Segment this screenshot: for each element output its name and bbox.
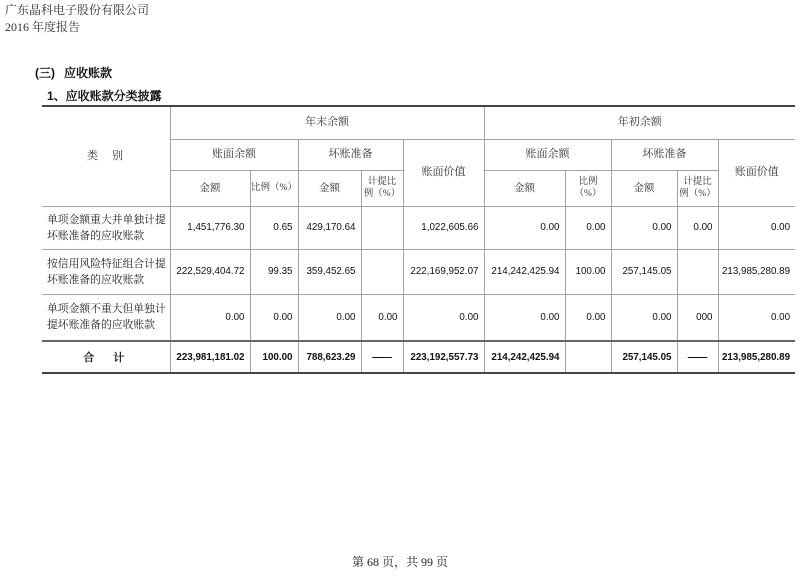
- year-begin-balance-amount-cell: 214,242,425.94: [484, 249, 565, 294]
- year-end-provision-ratio-label: 计提比例（%）: [363, 177, 401, 199]
- total-year-end-balance-amount: 223,981,181.02: [170, 341, 250, 373]
- year-end-book-value-cell: 0.00: [403, 294, 484, 341]
- year-begin-ratio-label: 比例（%）: [574, 177, 602, 199]
- row-label-cell: [42, 206, 170, 249]
- total-year-end-provision-ratio: ——: [361, 341, 403, 373]
- row-label-cell: [42, 249, 170, 294]
- year-begin-balance-ratio-cell: 0.00: [565, 206, 611, 249]
- year-begin-provision-amount-cell: 0.00: [611, 294, 677, 341]
- year-begin-ratio-header: [565, 170, 611, 206]
- header-row-1: [42, 106, 795, 139]
- total-year-begin-balance-amount: 214,242,425.94: [484, 341, 565, 373]
- table-row: [42, 206, 795, 249]
- year-end-provision-ratio-header: [361, 170, 403, 206]
- total-year-end-provision-amount: 788,623.29: [298, 341, 361, 373]
- subsection-heading: 1、应收账款分类披露: [47, 89, 162, 103]
- total-year-end-balance-ratio: 100.00: [250, 341, 298, 373]
- year-begin-provision-ratio-cell: 0.00: [677, 206, 718, 249]
- year-end-amount-header: 金额: [170, 170, 250, 206]
- row-label-cell: [42, 294, 170, 341]
- year-begin-balance-amount-cell: 0.00: [484, 206, 565, 249]
- year-end-balance-amount-cell: 222,529,404.72: [170, 249, 250, 294]
- year-end-provision-amount-cell: 0.00: [298, 294, 361, 341]
- year-begin-balance-ratio-cell: 100.00: [565, 249, 611, 294]
- year-begin-provision-ratio-cell: 000: [677, 294, 718, 341]
- section-title: 应收账款: [64, 66, 113, 80]
- year-begin-provision-ratio-cell: [677, 249, 718, 294]
- table-row: [42, 294, 795, 341]
- year-end-ratio-header: 比例（%）: [250, 170, 298, 206]
- year-begin-provision-ratio-label: 计提比例（%）: [679, 177, 716, 199]
- year-end-balance-ratio-cell: 0.00: [250, 294, 298, 341]
- year-end-book-value-cell: 1,022,605.66: [403, 206, 484, 249]
- year-begin-provision-amount-cell: 257,145.05: [611, 249, 677, 294]
- page-number: 第 68 页，共 99 页: [351, 555, 448, 569]
- year-begin-header: 年初余额: [484, 106, 795, 139]
- section-heading: [35, 66, 112, 80]
- year-begin-balance-ratio-cell: 0.00: [565, 294, 611, 341]
- year-begin-book-value-header: 账面价值: [718, 139, 795, 206]
- year-end-header: 年末余额: [170, 106, 484, 139]
- section-number: (三): [35, 66, 55, 80]
- year-begin-amount-header: 金额: [484, 170, 565, 206]
- year-end-book-value-cell: 222,169,952.07: [403, 249, 484, 294]
- category-header: 类 别: [42, 106, 170, 206]
- year-end-balance-ratio-cell: 0.65: [250, 206, 298, 249]
- total-year-begin-provision-ratio: ——: [677, 341, 718, 373]
- company-name: 广东晶科电子股份有限公司: [5, 3, 150, 17]
- total-row: [42, 341, 795, 373]
- total-label: 合 计: [42, 341, 170, 373]
- year-begin-book-value-cell: 0.00: [718, 206, 795, 249]
- year-begin-book-value-cell: 0.00: [718, 294, 795, 341]
- row-label: 单项金额重大并单独计提坏账准备的应收账款: [47, 213, 166, 242]
- row-label: 按信用风险特征组合计提坏账准备的应收账款: [47, 257, 166, 286]
- year-end-balance-amount-cell: 1,451,776.30: [170, 206, 250, 249]
- table-row: [42, 249, 795, 294]
- year-begin-provision-header: 坏账准备: [611, 139, 718, 170]
- year-end-book-balance-header: 账面余额: [170, 139, 298, 170]
- year-end-provision-ratio-cell: [361, 206, 403, 249]
- year-begin-provision-amount-cell: 0.00: [611, 206, 677, 249]
- year-begin-book-value-cell: 213,985,280.89: [718, 249, 795, 294]
- total-year-end-book-value: 223,192,557.73: [403, 341, 484, 373]
- total-year-begin-balance-ratio: [565, 341, 611, 373]
- year-end-provision-ratio-cell: [361, 249, 403, 294]
- year-end-balance-ratio-cell: 99.35: [250, 249, 298, 294]
- receivables-classification-table: [42, 105, 795, 374]
- year-end-book-value-header: 账面价值: [403, 139, 484, 206]
- year-end-provision-amount-cell: 359,452.65: [298, 249, 361, 294]
- year-begin-provision-ratio-header: [677, 170, 718, 206]
- total-year-begin-provision-amount: 257,145.05: [611, 341, 677, 373]
- year-end-balance-amount-cell: 0.00: [170, 294, 250, 341]
- year-end-provision-header: 坏账准备: [298, 139, 403, 170]
- row-label: 单项金额不重大但单独计提坏账准备的应收账款: [47, 303, 166, 332]
- total-year-begin-book-value: 213,985,280.89: [718, 341, 795, 373]
- year-begin-provision-amount-header: 金额: [611, 170, 677, 206]
- year-end-provision-ratio-cell: 0.00: [361, 294, 403, 341]
- year-end-provision-amount-cell: 429,170.64: [298, 206, 361, 249]
- year-begin-book-balance-header: 账面余额: [484, 139, 611, 170]
- year-begin-balance-amount-cell: 0.00: [484, 294, 565, 341]
- year-end-provision-amount-header: 金额: [298, 170, 361, 206]
- report-title: 2016 年度报告: [5, 20, 81, 34]
